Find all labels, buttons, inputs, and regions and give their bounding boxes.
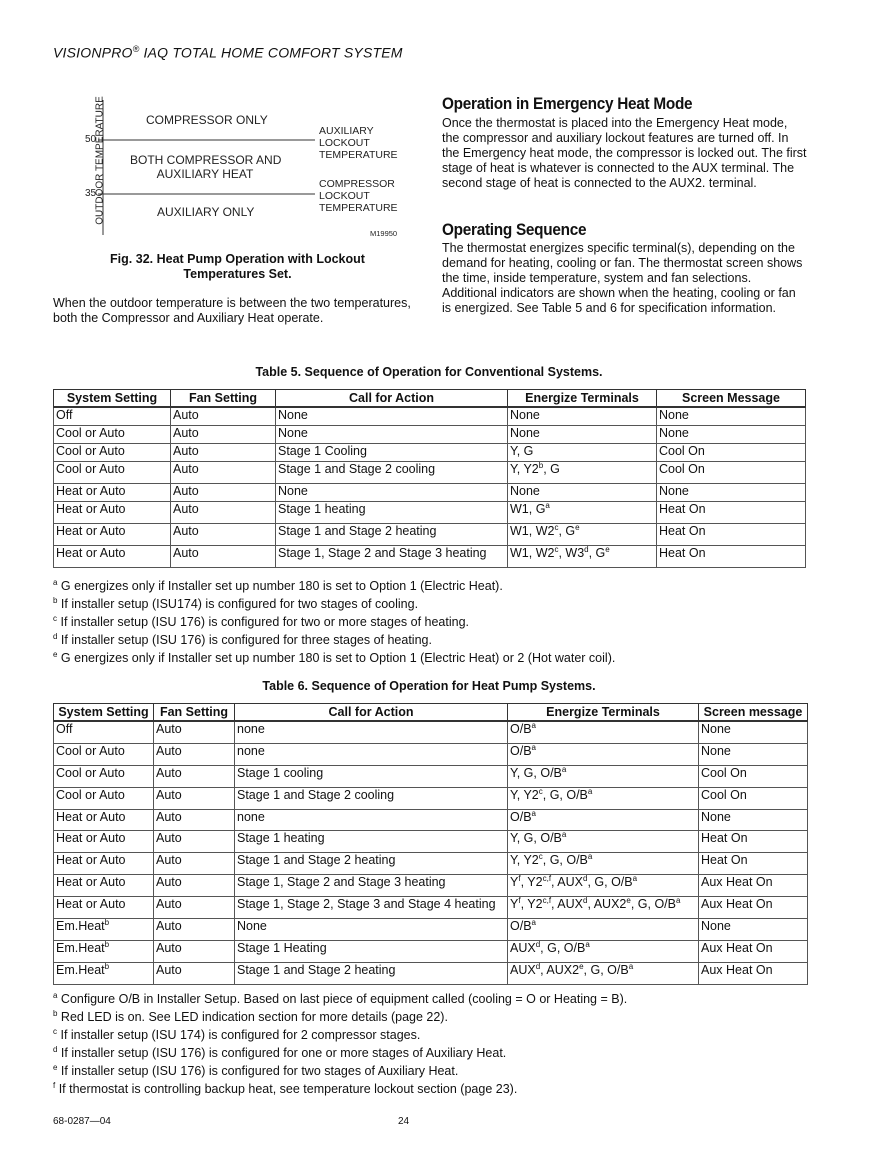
table5-header-call-for-action: Call for Action [276,390,508,408]
table-cell-energize-terminals: Y, G [508,443,657,461]
table-cell-fan-setting: Auto [171,545,276,567]
table-cell-fan-setting: Auto [154,787,235,809]
table-row [54,545,806,567]
footnote-mark: a [53,990,58,1000]
table-cell-fan-setting: Auto [171,443,276,461]
table-row [54,483,806,501]
table6 [53,703,808,985]
table-cell-screen-message: None [657,425,806,443]
table-cell-screen-message: Aux Heat On [699,962,808,984]
footnote: $^a$ G energizes only if Installer set up number 180 is set to Option 1 (Electric Heat). [53,577,503,593]
table-row [54,874,808,896]
table-cell-energize-terminals: W1, W2$^c$, W3$^d$, $G^e$ [508,545,657,567]
table-cell-fan-setting: Auto [154,743,235,765]
footnote-mark: b [53,595,58,605]
table-cell-screen-message: Aux Heat On [699,874,808,896]
table-cell-screen-message: None [699,743,808,765]
table-cell-fan-setting: Auto [171,407,276,425]
table-row [54,743,808,765]
comp-lockout-label-3: TEMPERATURE [319,202,398,214]
table-cell-energize-terminals: $Y^f$, Y2$^{c,f}$, AUX$^d$, AUX2e, G, $O/B^a$ [508,896,699,918]
table5-header-fan-setting: Fan Setting [171,390,276,408]
footnote-mark: c [53,1026,57,1036]
table-row [54,425,806,443]
footnote-mark: d [53,631,58,641]
table-cell-system-setting: Cool or Auto [54,443,171,461]
table-cell-system-setting: Heat or Auto [54,874,154,896]
aux-lockout-label-1: AUXILIARY [319,125,374,137]
table-cell-system-setting: Cool or Auto [54,743,154,765]
table6-header-row [54,704,808,722]
table-cell-fan-setting: Auto [154,918,235,940]
figure-caption [60,252,415,282]
table6-footnotes [53,990,853,1098]
table-cell-call-for-action: Stage 1 and Stage 2 cooling [235,787,508,809]
table-cell-screen-message: Aux Heat On [699,896,808,918]
table-cell-system-setting: Cool or Auto [54,461,171,483]
table-cell-system-setting: Heat or Auto [54,852,154,874]
table-cell-system-setting: Heat or Auto [54,809,154,830]
footnote: $^c$ If installer setup (ISU 174) is configured for 2 compressor stages. [53,1026,421,1042]
footnote-mark: d [53,1044,58,1054]
table5 [53,389,806,568]
table-cell-call-for-action: Stage 1 and Stage 2 heating [235,962,508,984]
table-cell-call-for-action: Stage 1, Stage 2, Stage 3 and Stage 4 heating [235,896,508,918]
page-header [53,44,403,61]
footnote: $^e$ G energizes only if Installer set up number 180 is set to Option 1 (Electric Heat) or 2 (Hot water coil). [53,649,616,665]
table-cell-fan-setting: Auto [171,483,276,501]
aux-lockout-label-3: TEMPERATURE [319,149,398,161]
comp-lockout-label-1: COMPRESSOR [319,178,395,190]
left-paragraph: When the outdoor temperature is between the two temperatures, both the Compressor and Auxiliary Heat operate. [53,296,411,325]
document-number: 68-0287—04 [53,1116,111,1127]
table-cell-system-setting: Off [54,407,171,425]
table-cell-energize-terminals: None [508,407,657,425]
zone-compressor-only: COMPRESSOR ONLY [146,113,268,127]
footnote-mark: b [53,1008,58,1018]
table-cell-call-for-action: Stage 1 cooling [235,765,508,787]
table-cell-fan-setting: Auto [171,425,276,443]
table-cell-system-setting: Em.Heat$^b$ [54,962,154,984]
table-cell-system-setting: Cool or Auto [54,425,171,443]
table-cell-fan-setting: Auto [154,940,235,962]
table-cell-energize-terminals: Y, G, $O/B^a$ [508,830,699,852]
table-cell-fan-setting: Auto [154,962,235,984]
registered-mark: ® [132,44,140,54]
footnote-mark: f [53,1080,56,1090]
zone-both-line1: BOTH COMPRESSOR AND [130,153,282,167]
table-cell-fan-setting: Auto [154,765,235,787]
table-cell-fan-setting: Auto [154,852,235,874]
table-row [54,461,806,483]
table-row [54,765,808,787]
sequence-text: The thermostat energizes specific terminal(s), depending on the demand for heating, cooling or fan. The thermostat screen shows the time, inside temperature, system and fan selections. Additional indicators are shown when the heating, cooling or fan is energized. See Table 5 and 6 for specification information. [442,241,803,315]
footnote: $^b$ Red LED is on. See LED indication section for more details (page 22). [53,1008,448,1024]
table-cell-call-for-action: None [276,483,508,501]
table-cell-energize-terminals: $O/B^a$ [508,918,699,940]
footnote-mark: e [53,1062,58,1072]
table-cell-screen-message: Heat On [657,523,806,545]
table-cell-system-setting: Cool or Auto [54,765,154,787]
footnote-mark: e [53,649,58,659]
footnote: $^f$ If thermostat is controlling backup heat, see temperature lockout section (page 23). [53,1080,518,1096]
table-row [54,830,808,852]
table-cell-fan-setting: Auto [171,501,276,523]
table-cell-screen-message: Heat On [657,545,806,567]
table5-header-row [54,390,806,408]
table-row [54,523,806,545]
table-cell-energize-terminals: AUX$^d$, AUX2e, G, $O/B^a$ [508,962,699,984]
table-cell-system-setting: Cool or Auto [54,787,154,809]
footnote-mark: a [53,577,58,587]
header-title: IAQ TOTAL HOME COMFORT SYSTEM [139,44,403,61]
page-number: 24 [398,1116,410,1127]
table5-footnotes [53,577,853,667]
table-cell-screen-message: Heat On [699,830,808,852]
table-row [54,721,808,743]
table-cell-screen-message: None [699,721,808,743]
table-row [54,809,808,830]
footnote: $^a$ Configure O/B in Installer Setup. Based on last piece of equipment called (cooling = O or Heating = B). [53,990,628,1006]
table-cell-energize-terminals: $O/B^a$ [508,809,699,830]
table-cell-screen-message: None [657,407,806,425]
footnote: $^e$ If installer setup (ISU 176) is configured for two stages of Auxiliary Heat. [53,1062,459,1078]
table-cell-system-setting: Heat or Auto [54,523,171,545]
y-axis-label: OUTDOOR TEMPERATURE [94,96,106,225]
table-cell-energize-terminals: $O/B^a$ [508,743,699,765]
table-cell-system-setting: Em.Heat$^b$ [54,940,154,962]
table-row [54,896,808,918]
table-row [54,918,808,940]
table-cell-energize-terminals: Y, Y2$^c$, G, $O/B^a$ [508,852,699,874]
table-cell-system-setting: Off [54,721,154,743]
table5-header-energize-terminals: Energize Terminals [508,390,657,408]
table-row [54,940,808,962]
lockout-figure [70,95,415,245]
table-cell-fan-setting: Auto [171,461,276,483]
table-cell-screen-message: Cool On [657,461,806,483]
table-cell-system-setting: Em.Heat$^b$ [54,918,154,940]
table-cell-system-setting: Heat or Auto [54,501,171,523]
table-row [54,962,808,984]
table5-header-screen-message: Screen Message [657,390,806,408]
table-cell-fan-setting: Auto [154,874,235,896]
table-cell-call-for-action: none [235,743,508,765]
figure-code: M19950 [370,229,398,238]
footnote: $^d$ If installer setup (ISU 176) is configured for one or more stages of Auxiliary Heat. [53,1044,507,1060]
footnote: $^c$ If installer setup (ISU 176) is configured for two or more stages of heating. [53,613,470,629]
table-cell-system-setting: Heat or Auto [54,545,171,567]
table-row [54,443,806,461]
table-cell-system-setting: Heat or Auto [54,896,154,918]
emergency-heading: Operation in Emergency Heat Mode [442,95,693,113]
table-cell-fan-setting: Auto [154,896,235,918]
zone-auxiliary-only: AUXILIARY ONLY [157,205,255,219]
table-cell-energize-terminals: Y, Y2$^b$, G [508,461,657,483]
table-cell-call-for-action: None [276,407,508,425]
table-cell-call-for-action: None [235,918,508,940]
sequence-heading: Operating Sequence [442,221,587,239]
table-cell-screen-message: None [657,483,806,501]
footnote-mark: c [53,613,57,623]
table-cell-fan-setting: Auto [171,523,276,545]
table-cell-energize-terminals: $Y^f$, Y2$^{c,f}$, AUX$^d$, G, $O/B^a$ [508,874,699,896]
table-cell-energize-terminals: None [508,425,657,443]
footnote: $^b$ If installer setup (ISU174) is configured for two stages of cooling. [53,595,419,611]
table6-header-energize-terminals: Energize Terminals [508,704,699,722]
tick-35: 35 [85,188,97,199]
table-cell-energize-terminals: Y, G, $O/B^a$ [508,765,699,787]
table6-header-fan-setting: Fan Setting [154,704,235,722]
table-row [54,407,806,425]
header-brand: VISIONPRO [53,44,133,61]
table6-header-call-for-action: Call for Action [235,704,508,722]
table-cell-screen-message: Heat On [657,501,806,523]
table-cell-energize-terminals: W1, $G^a$ [508,501,657,523]
table-cell-call-for-action: Stage 1 heating [276,501,508,523]
aux-lockout-label-2: LOCKOUT [319,137,370,149]
table-cell-call-for-action: none [235,721,508,743]
table-cell-call-for-action: Stage 1 Cooling [276,443,508,461]
comp-lockout-label-2: LOCKOUT [319,190,370,202]
table-cell-fan-setting: Auto [154,830,235,852]
table-cell-system-setting: Heat or Auto [54,483,171,501]
table-cell-call-for-action: Stage 1 and Stage 2 heating [276,523,508,545]
table-cell-call-for-action: None [276,425,508,443]
table-cell-fan-setting: Auto [154,721,235,743]
table-cell-energize-terminals: W1, W2$^c$, $G^e$ [508,523,657,545]
table-cell-system-setting: Heat or Auto [54,830,154,852]
table6-caption: Table 6. Sequence of Operation for Heat Pump Systems. [262,679,596,693]
figure-caption-line2: Temperatures Set. [183,267,292,281]
emergency-text: Once the thermostat is placed into the Emergency Heat mode, the compressor and auxiliary lockout features are turned off. In the Emergency heat mode, the compressor is locked out. The first stage of heat is whatever is connected to the AUX terminal. The second stage of heat is connected to the AUX2. terminal. [442,116,807,190]
table-cell-call-for-action: Stage 1, Stage 2 and Stage 3 heating [276,545,508,567]
table-cell-screen-message: Cool On [657,443,806,461]
table-cell-screen-message: None [699,918,808,940]
table-row [54,501,806,523]
table-cell-call-for-action: none [235,809,508,830]
table5-caption: Table 5. Sequence of Operation for Conventional Systems. [255,365,603,379]
table-cell-energize-terminals: AUX$^d$, G, $O/B^a$ [508,940,699,962]
table6-header-system-setting: System Setting [54,704,154,722]
table-cell-call-for-action: Stage 1 and Stage 2 heating [235,852,508,874]
table-cell-screen-message: Aux Heat On [699,940,808,962]
table-cell-screen-message: Heat On [699,852,808,874]
table-cell-screen-message: None [699,809,808,830]
table-cell-call-for-action: Stage 1 and Stage 2 cooling [276,461,508,483]
footnote: $^d$ If installer setup (ISU 176) is configured for three stages of heating. [53,631,432,647]
table-cell-call-for-action: Stage 1 heating [235,830,508,852]
table-cell-call-for-action: Stage 1, Stage 2 and Stage 3 heating [235,874,508,896]
zone-both-line2: AUXILIARY HEAT [156,167,254,181]
table5-header-system-setting: System Setting [54,390,171,408]
table-cell-screen-message: Cool On [699,765,808,787]
table-row [54,852,808,874]
table-cell-energize-terminals: None [508,483,657,501]
table-cell-energize-terminals: Y, Y2$^c$, G, $O/B^a$ [508,787,699,809]
tick-50: 50 [85,134,97,145]
table-cell-call-for-action: Stage 1 Heating [235,940,508,962]
table-cell-screen-message: Cool On [699,787,808,809]
table-cell-fan-setting: Auto [154,809,235,830]
figure-caption-line1: Fig. 32. Heat Pump Operation with Lockout [110,252,365,266]
table6-header-screen-message: Screen message [699,704,808,722]
table-cell-energize-terminals: $O/B^a$ [508,721,699,743]
table-row [54,787,808,809]
